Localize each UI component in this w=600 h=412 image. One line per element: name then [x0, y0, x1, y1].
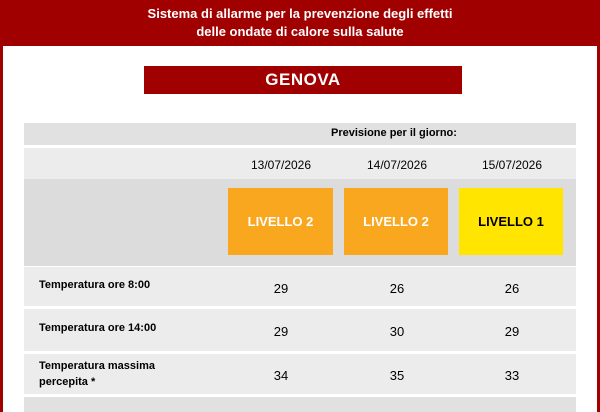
temperature-14-day-2: 30: [389, 324, 405, 339]
level-badge-day-1: LIVELLO 2: [228, 188, 333, 255]
forecast-label: Previsione per il giorno:: [331, 127, 457, 139]
temperature-max-day-3: 33: [504, 368, 520, 383]
level-badge-day-3: LIVELLO 1: [459, 188, 563, 255]
temperature-14-label: Temperatura ore 14:00: [39, 322, 157, 334]
date-day-1: 13/07/2026: [250, 158, 312, 172]
temperature-14-row: [24, 309, 576, 351]
temperature-max-label-line1: Temperatura massima: [39, 360, 155, 372]
page-header: [0, 0, 600, 46]
header-title-line2: delle ondate di calore sulla salute: [196, 24, 404, 39]
date-day-2: 14/07/2026: [366, 158, 428, 172]
temperature-max-day-2: 35: [389, 368, 405, 383]
city-banner: GENOVA: [144, 66, 462, 94]
temperature-max-label: [39, 358, 155, 390]
temperature-14-day-3: 29: [504, 324, 520, 339]
temperature-8-label: Temperatura ore 8:00: [39, 279, 151, 291]
header-title-line1: Sistema di allarme per la prevenzione degli effetti: [147, 6, 453, 21]
date-day-3: 15/07/2026: [481, 158, 543, 172]
temperature-max-row: [24, 354, 576, 394]
temperature-14-day-1: 29: [273, 324, 289, 339]
dates-row: [24, 148, 576, 179]
temperature-max-day-1: 34: [273, 368, 289, 383]
temperature-8-row: [24, 267, 576, 306]
forecast-row: [24, 123, 576, 145]
temperature-8-day-1: 29: [273, 281, 289, 296]
bottom-row: [24, 397, 576, 412]
temperature-max-label-line2: percepita *: [39, 376, 96, 388]
levels-row: [24, 179, 576, 266]
temperature-8-day-2: 26: [389, 281, 405, 296]
temperature-8-day-3: 26: [504, 281, 520, 296]
level-badge-day-2: LIVELLO 2: [344, 188, 448, 255]
